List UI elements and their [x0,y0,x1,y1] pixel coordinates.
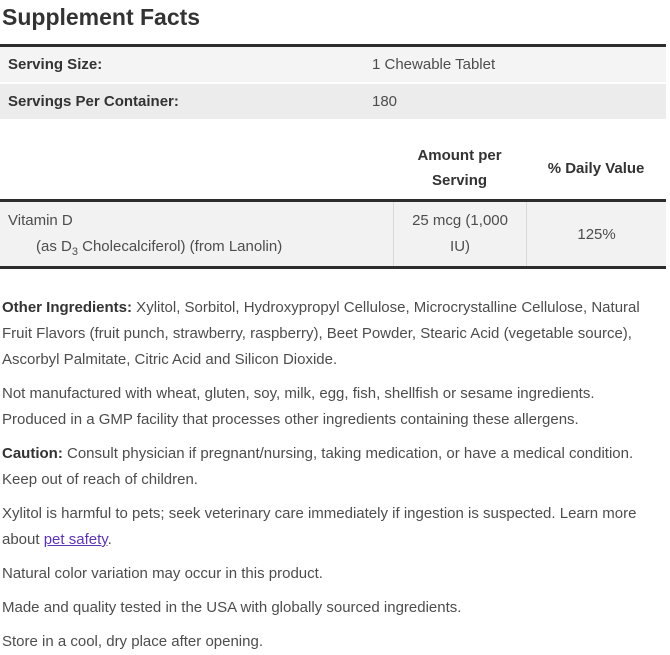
nutrient-amount: 25 mcg (1,000 IU) [393,202,526,266]
pet-safety-link[interactable]: pet safety [43,531,108,548]
caution-paragraph: Caution: Consult physician if pregnant/nursing, taking medication, or have a medical condition. Keep out of reach of children. [2,445,634,488]
servings-per-container-row [0,84,666,119]
serving-size-label: Serving Size: [8,56,103,73]
allergen-paragraph: Not manufactured with wheat, gluten, soy, milk, egg, fish, shellfish or sesame ingredients. Produced in a GMP facility that processes other ingredients containing these allergens. [2,385,595,428]
serving-size-row [0,47,666,82]
storage-paragraph: Store in a cool, dry place after opening. [2,633,263,650]
daily-value-header: % Daily Value [547,159,645,177]
nutrient-name [0,202,393,266]
caution-lead: Caution: [2,445,63,462]
nutrient-row [0,199,666,269]
serving-table [0,44,666,119]
servings-per-container-label: Servings Per Container: [8,93,179,110]
color-variation-paragraph: Natural color variation may occur in this product. [2,565,323,582]
amount-per-serving-header: Amount per Serving [417,147,502,189]
subscript-3: 3 [71,246,78,258]
facts-table-header [0,143,666,199]
info-paragraphs [0,295,666,655]
serving-size-value: 1 Chewable Tablet [372,56,496,73]
nutrient-column-spacer [0,143,393,193]
nutrient-daily-value: 125% [526,202,666,266]
page-title: Supplement Facts [2,4,201,30]
other-ingredients-paragraph: Other Ingredients: Xylitol, Sorbitol, Hydroxypropyl Cellulose, Microcrystalline Cellulose, Natural Fruit Flavors (fruit punch, strawberry, raspberry), Beet Powder, Stearic Acid (vegetable source), Ascorbyl Palmitate, Citric Acid and Silicon Dioxide. [2,299,640,368]
xylitol-paragraph: Xylitol is harmful to pets; seek veterinary care immediately if ingestion is suspected. Learn more about pet safety. [2,505,637,548]
nutrient-name-line2: (as $D_3$ Cholecalciferol) (from Lanolin) [36,238,283,258]
servings-per-container-value: 180 [372,93,398,110]
other-ingredients-lead: Other Ingredients: [2,299,133,316]
nutrient-name-line1: Vitamin D [8,212,73,229]
made-in-paragraph: Made and quality tested in the USA with globally sourced ingredients. [2,599,462,616]
